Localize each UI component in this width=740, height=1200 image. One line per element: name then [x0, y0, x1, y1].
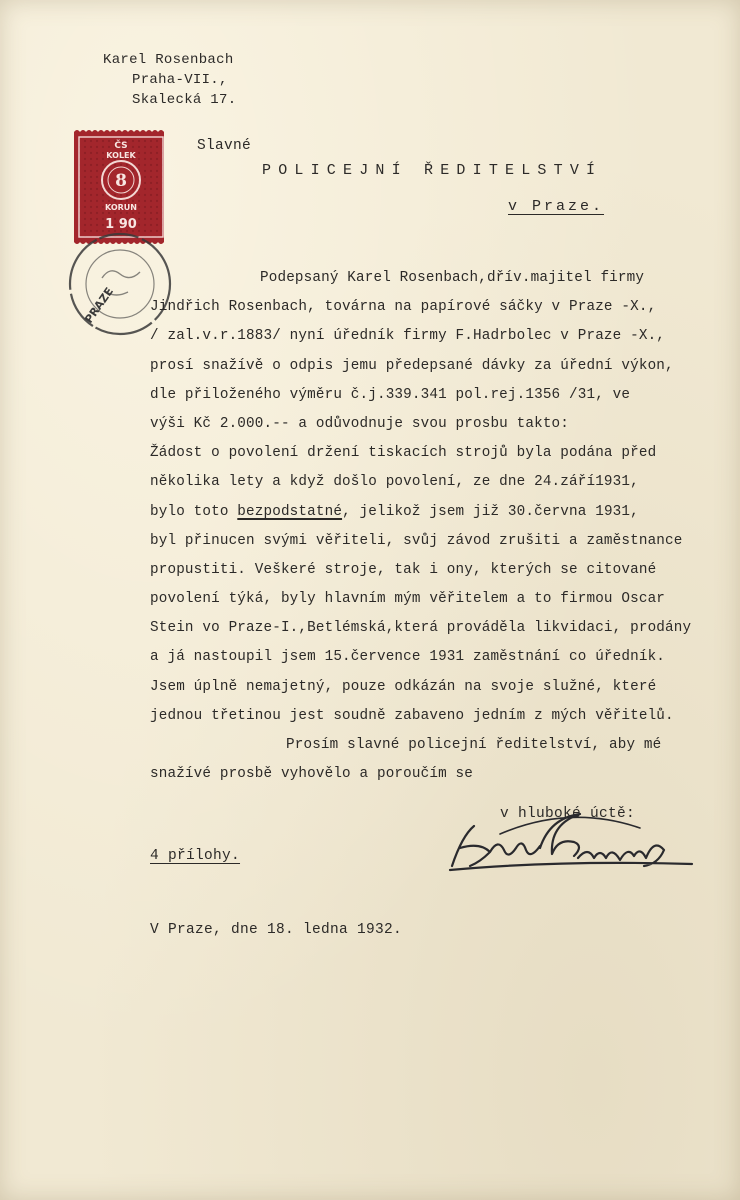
body-line: několika lety a když došlo povolení, ze dne 24.září1931,: [150, 474, 639, 491]
body-line: propustiti. Veškeré stroje, tak i ony, kterých se citované: [150, 561, 657, 578]
body-line-underlined: [150, 498, 720, 527]
body-line: snažívé prosbě vyhovělo a poroučím se: [150, 766, 473, 783]
addressee-heading: POLICEJNÍ ŘEDITELSTVÍ: [262, 162, 603, 179]
body-line: byl přinucen svými věřiteli, svůj závod zrušiti a zaměstnance: [150, 532, 683, 549]
letter-body: [150, 264, 720, 789]
salutation: Slavné: [197, 138, 252, 154]
body-line: výši Kč 2.000.-- a odůvodnuje svou prosbu takto:: [150, 415, 570, 432]
stamp-word: KORUN: [105, 203, 137, 212]
body-line: dle přiloženého výměru č.j.339.341 pol.rej.1356 /31, ve: [150, 386, 631, 403]
body-line: / zal.v.r.1883/ nyní úředník firmy F.Hadrbolec v Praze -X.,: [150, 328, 666, 345]
body-line: prosí snažívě o odpis jemu předepsané dávky za úřední výkon,: [150, 357, 674, 374]
stamp-value: 8: [115, 171, 127, 191]
date-line: V Praze, dne 18. ledna 1932.: [150, 922, 403, 938]
body-line: Žádost o povolení držení tiskacích strojů byla podána před: [150, 445, 657, 462]
sender-address: [103, 50, 236, 110]
stamp-label: KOLEK: [106, 151, 136, 160]
postmark-text: PRAZE: [82, 285, 117, 326]
sender-street: Skalecká 17.: [132, 92, 237, 108]
body-text: bylo toto: [150, 503, 238, 520]
addressee-city: v Praze.: [508, 198, 605, 215]
signature-icon: [440, 808, 700, 878]
body-line: Stein vo Praze-I.,Betlémská,která prováděla likvidaci, prodány: [150, 620, 692, 637]
body-line: povolení týká, byly hlavním mým věřitelem a to firmou Oscar: [150, 591, 666, 608]
stamp-bottom: 1 90: [105, 217, 137, 232]
body-line: Prosím slavné policejní ředitelství, aby mé: [286, 737, 662, 753]
sender-name: Karel Rosenbach: [103, 52, 234, 68]
body-line: Jsem úplně nemajetný, pouze odkázán na svoje služné, které: [150, 678, 657, 695]
sender-city: Praha-VII.,: [132, 72, 228, 88]
stamp-top: ČS: [114, 141, 128, 151]
body-line: jednou třetinou jest soudně zabaveno jedním z mých věřitelů.: [150, 707, 674, 724]
body-line: Podepsaný Karel Rosenbach,dřív.majitel firmy: [260, 270, 645, 286]
underlined-word: bezpodstatné: [237, 503, 343, 520]
closing-phrase: v hluboké úctě:: [500, 806, 636, 822]
attachments-note: 4 přílohy.: [150, 848, 241, 864]
body-line: Jindřich Rosenbach, továrna na papírové sáčky v Praze -X.,: [150, 299, 657, 316]
body-text: , jelikož jsem již 30.června 1931,: [342, 503, 639, 520]
body-line: a já nastoupil jsem 15.července 1931 zaměstnání co úředník.: [150, 649, 666, 666]
